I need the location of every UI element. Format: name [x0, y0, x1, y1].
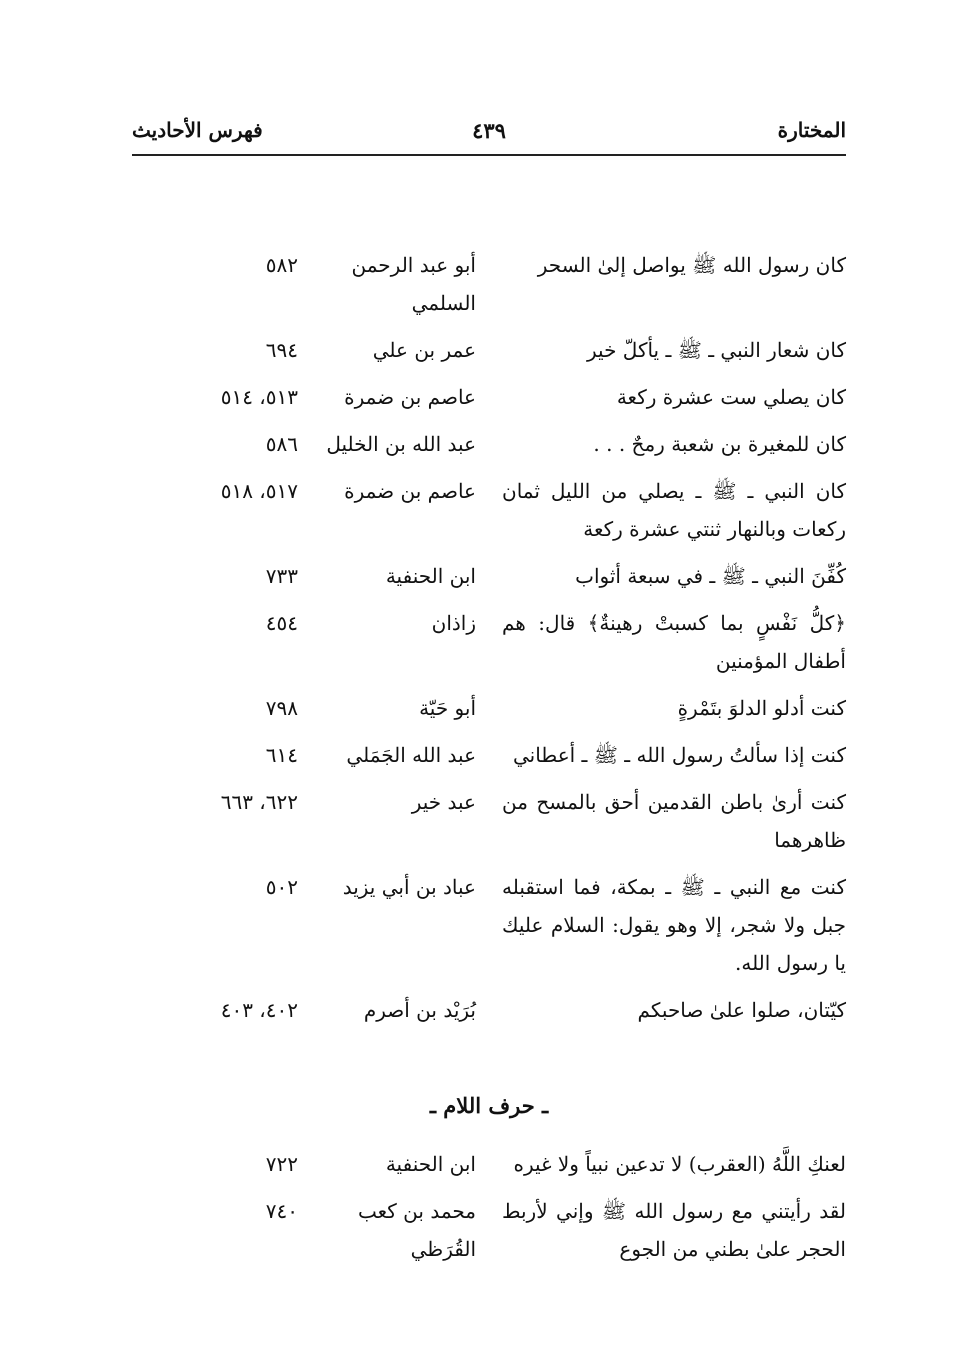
- page-refs: ٥١٧، ٥١٨: [220, 479, 298, 503]
- page-refs: ٦١٤: [265, 743, 298, 767]
- index-row: [132, 1145, 846, 1183]
- index-row: [132, 783, 846, 859]
- hadith-text: كان رسول الله ﷺ يواصل إلىٰ السحر: [537, 253, 846, 277]
- narrator: بُرَيْد بن أصرم: [363, 998, 476, 1022]
- narrator: محمد بن كعب القُرَظي: [358, 1199, 476, 1261]
- page-refs: ٧٩٨: [265, 696, 298, 720]
- narrator: ابن الحنفية: [385, 564, 476, 588]
- hadith-text: لعنكِ اللَّهُ (العقرب) لا تدعين نبياً ولا غيره: [513, 1152, 846, 1176]
- hadith-text: كيّتان، صلوا علىٰ صاحبكم: [637, 998, 846, 1022]
- hadith-text: كنت مع النبي ـ ﷺ ـ بمكة، فما استقبله جبل ولا شجر، إلا وهو يقول: السلام عليك يا رسول الله.: [502, 875, 846, 975]
- narrator: عبد خير: [411, 790, 476, 814]
- letter-section-heading: ـ حرف اللام ـ: [429, 1093, 549, 1118]
- index-row: [132, 736, 846, 774]
- hadith-text: كان للمغيرة بن شعبة رمحٌ . . .: [593, 432, 846, 456]
- page-refs: ٥٨٢: [265, 253, 298, 277]
- page-refs: ٧٣٣: [265, 564, 298, 588]
- index-row: [132, 331, 846, 369]
- page-refs: ٦٢٢، ٦٦٣: [220, 790, 298, 814]
- page-refs: ٤٠٢، ٤٠٣: [220, 998, 298, 1022]
- narrator: زاذان: [431, 611, 476, 635]
- hadith-text: كُفِّنَ النبي ـ ﷺ ـ في سبعة أثواب: [575, 564, 846, 588]
- page-refs: ٥٨٦: [265, 432, 298, 456]
- book-title: المختارة: [777, 118, 846, 142]
- page-refs: ٥٠٢: [265, 875, 298, 899]
- index-row: [132, 557, 846, 595]
- page-header: [132, 118, 846, 158]
- index-row: [132, 1192, 846, 1268]
- hadith-index: [132, 246, 846, 1268]
- index-row: [132, 378, 846, 416]
- hadith-text: ﴿كلُّ نَفْسٍ بما كسبتْ رهينةٌ﴾ قال: هم أطفال المؤمنين: [502, 611, 846, 673]
- page-refs: ٦٩٤: [265, 338, 298, 362]
- index-row: [132, 246, 846, 322]
- narrator: عباد بن أبي يزيد: [342, 875, 476, 899]
- hadith-text: كنت أرىٰ باطن القدمين أحق بالمسح من ظاهرهما: [502, 790, 846, 852]
- narrator: عاصم بن ضمرة: [344, 385, 476, 409]
- section-title: فهرس الأحاديث: [132, 118, 263, 142]
- narrator: عبد الله بن الخليل: [326, 432, 476, 456]
- narrator: عبد الله الجَمَلي: [346, 743, 476, 767]
- hadith-text: كان يصلي ست عشرة ركعة: [616, 385, 846, 409]
- page-refs: ٥١٣، ٥١٤: [220, 385, 298, 409]
- index-row: [132, 425, 846, 463]
- narrator: ابن الحنفية: [385, 1152, 476, 1176]
- header-divider: [132, 154, 846, 156]
- index-row: [132, 472, 846, 548]
- narrator: عمر بن علي: [372, 338, 476, 362]
- page-refs: ٧٤٠: [265, 1199, 298, 1223]
- index-row: [132, 604, 846, 680]
- narrator: عاصم بن ضمرة: [344, 479, 476, 503]
- page-number: ٤٣٩: [472, 118, 506, 143]
- narrator: أبو عبد الرحمن السلمي: [351, 253, 476, 315]
- index-row: [132, 991, 846, 1029]
- page-refs: ٧٢٢: [265, 1152, 298, 1176]
- page-refs: ٤٥٤: [265, 611, 298, 635]
- hadith-text: كنت أدلو الدلوَ بتَمْرةٍ: [677, 696, 846, 720]
- hadith-text: كان النبي ـ ﷺ ـ يصلي من الليل ثمان ركعات وبالنهار ثنتي عشرة ركعة: [502, 479, 846, 541]
- hadith-text: لقد رأيتني مع رسول الله ﷺ وإني لأربط الحجر علىٰ بطني من الجوع: [502, 1199, 846, 1261]
- index-row: [132, 689, 846, 727]
- index-row: [132, 868, 846, 982]
- hadith-text: كنت إذا سألتُ رسول الله ـ ﷺ ـ أعطاني: [512, 743, 846, 767]
- narrator: أبو حَيّة: [419, 696, 476, 720]
- hadith-text: كان شعار النبي ـ ﷺ ـ يأكلّ خير: [587, 338, 846, 362]
